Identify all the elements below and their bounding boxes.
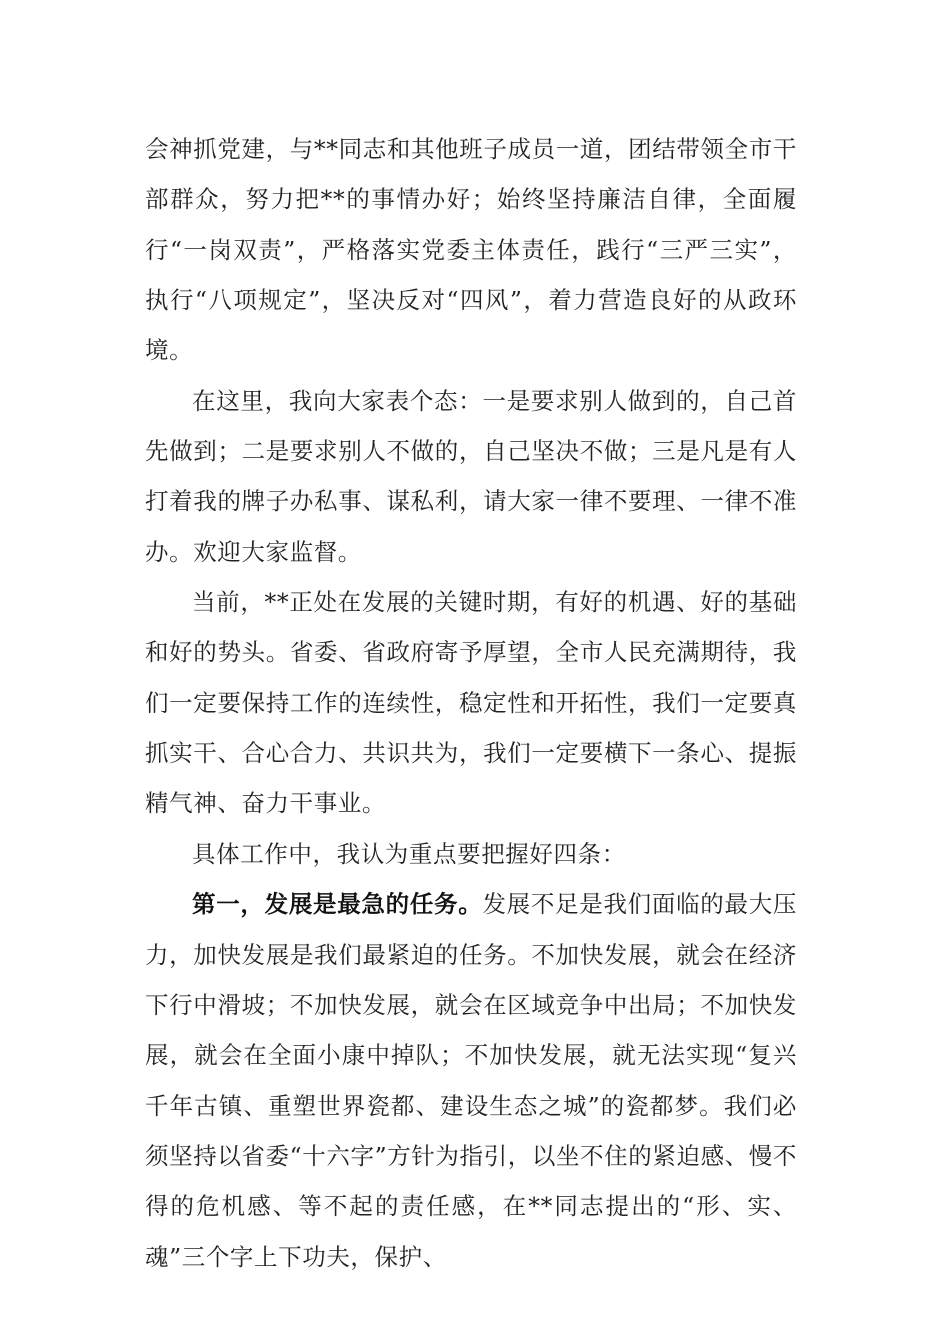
paragraph-bold-lead: 第一，发展是最急的任务。 <box>192 890 483 919</box>
paragraph-text: 当前，**正处在发展的关键时期，有好的机遇、好的基础和好的势头。省委、省政府寄予厚望，全市人民充满期待，我们一定要保持工作的连续性，稳定性和开拓性，我们一定要真抓实干、合心合力、共识共为，我们一定要横下一条心、提振精气神、奋力干事业。 <box>145 588 797 818</box>
paragraph-1 <box>145 124 797 376</box>
paragraph-text: 在这里，我向大家表个态：一是要求别人做到的，自己首先做到；二是要求别人不做的，自己坚决不做；三是凡是有人打着我的牌子办私事、谋私利，请大家一律不要理、一律不准办。欢迎大家监督。 <box>145 386 797 566</box>
paragraph-5 <box>145 879 797 1282</box>
paragraph-text: 发展不足是我们面临的最大压力，加快发展是我们最紧迫的任务。不加快发展，就会在经济下行中滑坡；不加快发展，就会在区域竞争中出局；不加快发展，就会在全面小康中掉队；不加快发展，就无法实现“复兴千年古镇、重塑世界瓷都、建设生态之城”的瓷都梦。我们必须坚持以省委“十六字”方针为指引，以坐不住的紧迫感、慢不得的危机感、等不起的责任感，在**同志提出的“形、实、魂”三个字上下功夫，保护、 <box>145 890 797 1271</box>
document-body <box>145 124 797 1282</box>
paragraph-text: 具体工作中，我认为重点要把握好四条： <box>192 839 626 868</box>
paragraph-3 <box>145 577 797 829</box>
paragraph-text: 会神抓党建，与**同志和其他班子成员一道，团结带领全市干部群众，努力把**的事情办好；始终坚持廉洁自律，全面履行“一岗双责”，严格落实党委主体责任，践行“三严三实”，执行“八项规定”，坚决反对“四风”，着力营造良好的从政环境。 <box>145 135 797 365</box>
paragraph-4 <box>145 829 797 879</box>
paragraph-2 <box>145 376 797 577</box>
